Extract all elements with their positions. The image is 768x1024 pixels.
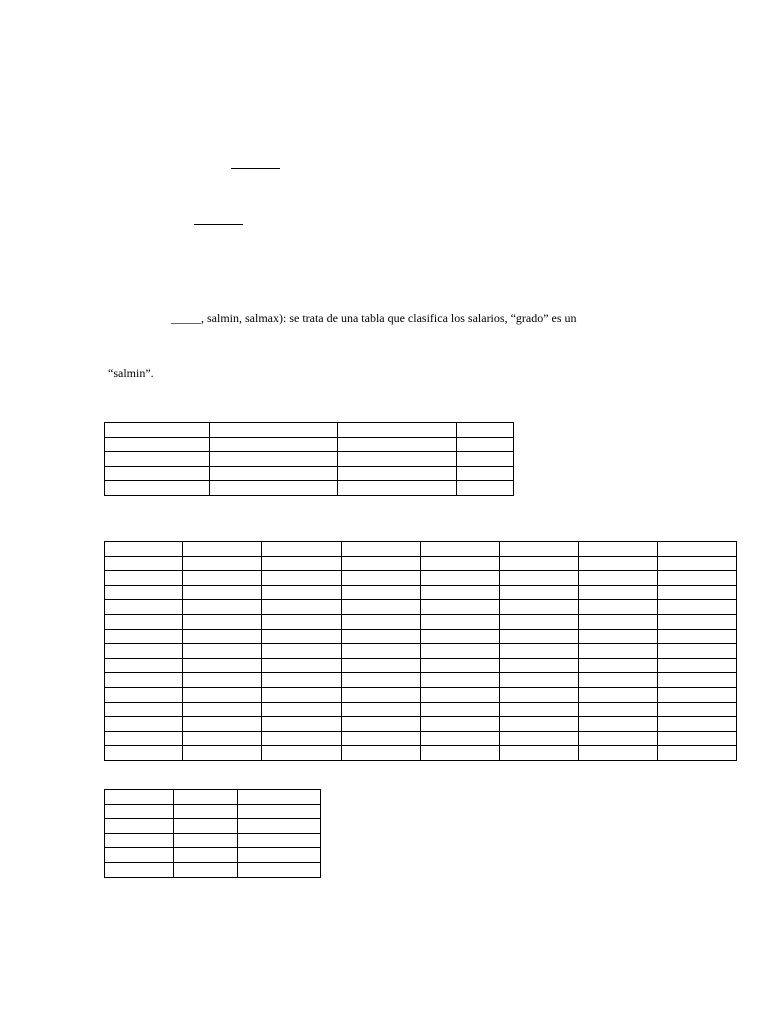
table-cell <box>658 731 737 746</box>
table-cell <box>421 717 500 732</box>
table-cell <box>262 746 342 761</box>
table-cell <box>262 673 342 688</box>
table-cell <box>105 819 174 834</box>
table-cell <box>342 731 421 746</box>
table-cell <box>579 614 658 629</box>
table-cell <box>421 644 500 659</box>
table-row <box>105 702 737 717</box>
table-cell <box>342 644 421 659</box>
table-cell <box>500 658 579 673</box>
table-cell <box>262 629 342 644</box>
table-cell <box>183 629 262 644</box>
table-cell <box>342 571 421 586</box>
table-cell <box>500 717 579 732</box>
table-cell <box>457 481 514 496</box>
table-cell <box>238 790 321 805</box>
table-cell <box>342 600 421 615</box>
table-cell <box>658 702 737 717</box>
grade-table <box>104 422 514 496</box>
table-cell <box>579 717 658 732</box>
table-cell <box>421 673 500 688</box>
table-cell <box>262 571 342 586</box>
table-cell <box>183 658 262 673</box>
table-cell <box>658 644 737 659</box>
table-cell <box>342 585 421 600</box>
table-cell <box>210 437 338 452</box>
table-cell <box>238 848 321 863</box>
table-cell <box>500 644 579 659</box>
table-cell <box>105 556 183 571</box>
employee-table <box>104 541 737 761</box>
table-cell <box>658 600 737 615</box>
table-cell <box>262 658 342 673</box>
table-cell <box>342 629 421 644</box>
table-cell <box>342 556 421 571</box>
table-cell <box>210 466 338 481</box>
table-row <box>105 437 514 452</box>
table-cell <box>238 833 321 848</box>
table-cell <box>658 746 737 761</box>
table-cell <box>105 481 210 496</box>
table-cell <box>579 702 658 717</box>
salmin-line: “salmin”. <box>108 366 154 380</box>
table-row <box>105 452 514 467</box>
table-cell <box>457 466 514 481</box>
table-cell <box>262 556 342 571</box>
table-cell <box>238 804 321 819</box>
table-cell <box>579 746 658 761</box>
table-cell <box>658 629 737 644</box>
table-cell <box>342 717 421 732</box>
table-cell <box>183 542 262 557</box>
table-cell <box>342 687 421 702</box>
table-cell <box>210 481 338 496</box>
table-cell <box>500 614 579 629</box>
table-cell <box>105 585 183 600</box>
table-cell <box>105 790 174 805</box>
table-cell <box>500 746 579 761</box>
table-row <box>105 833 321 848</box>
table-cell <box>210 423 338 438</box>
table-cell <box>500 629 579 644</box>
table-cell <box>262 614 342 629</box>
table-cell <box>338 423 457 438</box>
table-cell <box>500 571 579 586</box>
table-row <box>105 600 737 615</box>
table-cell <box>183 702 262 717</box>
table-cell <box>183 673 262 688</box>
table-cell <box>174 862 238 877</box>
table-cell <box>262 600 342 615</box>
table-row <box>105 614 737 629</box>
table-cell <box>579 542 658 557</box>
table-cell <box>105 687 183 702</box>
table-cell <box>183 717 262 732</box>
table-cell <box>421 585 500 600</box>
table-row <box>105 673 737 688</box>
table-cell <box>342 542 421 557</box>
department-table <box>104 789 321 878</box>
table-row <box>105 862 321 877</box>
table-cell <box>105 848 174 863</box>
table-cell <box>238 862 321 877</box>
table-cell <box>183 571 262 586</box>
table-cell <box>457 437 514 452</box>
table-cell <box>210 452 338 467</box>
table-row <box>105 556 737 571</box>
table-cell <box>183 585 262 600</box>
table-cell <box>105 746 183 761</box>
grade-description-line: _____, salmin, salmax): se trata de una tabla que clasifica los salarios, “grado” es un <box>171 311 577 325</box>
table-cell <box>105 658 183 673</box>
table-cell <box>183 746 262 761</box>
table-cell <box>658 687 737 702</box>
table-cell <box>105 644 183 659</box>
table-cell <box>105 862 174 877</box>
table-cell <box>421 731 500 746</box>
table-cell <box>421 687 500 702</box>
table-row <box>105 717 737 732</box>
table-cell <box>500 702 579 717</box>
table-cell <box>174 848 238 863</box>
table-cell <box>262 644 342 659</box>
table-row <box>105 481 514 496</box>
table-cell <box>338 481 457 496</box>
blank-underline-2 <box>194 224 243 225</box>
table-cell <box>105 702 183 717</box>
table-cell <box>658 717 737 732</box>
table-cell <box>105 629 183 644</box>
table-cell <box>421 658 500 673</box>
table-row <box>105 658 737 673</box>
table-cell <box>658 571 737 586</box>
table-cell <box>579 687 658 702</box>
table-cell <box>579 673 658 688</box>
table-cell <box>658 556 737 571</box>
table-row <box>105 585 737 600</box>
table-cell <box>105 437 210 452</box>
table-cell <box>238 819 321 834</box>
table-row <box>105 819 321 834</box>
table-cell <box>174 790 238 805</box>
table-cell <box>579 585 658 600</box>
table-cell <box>579 658 658 673</box>
table-cell <box>183 614 262 629</box>
table-cell <box>262 542 342 557</box>
table-cell <box>579 600 658 615</box>
table-cell <box>105 600 183 615</box>
table-cell <box>457 423 514 438</box>
table-cell <box>579 629 658 644</box>
table-cell <box>262 585 342 600</box>
table-row <box>105 571 737 586</box>
table-cell <box>421 702 500 717</box>
table-cell <box>183 600 262 615</box>
table-cell <box>262 687 342 702</box>
table-cell <box>658 585 737 600</box>
table-cell <box>262 731 342 746</box>
table-cell <box>105 542 183 557</box>
table-row <box>105 542 737 557</box>
table-cell <box>658 658 737 673</box>
table-cell <box>105 452 210 467</box>
table-cell <box>500 673 579 688</box>
table-cell <box>174 819 238 834</box>
table-cell <box>500 600 579 615</box>
table-cell <box>579 731 658 746</box>
table-cell <box>658 614 737 629</box>
table-row <box>105 687 737 702</box>
table-cell <box>500 556 579 571</box>
table-cell <box>421 746 500 761</box>
table-cell <box>342 658 421 673</box>
table-row <box>105 629 737 644</box>
table-cell <box>262 702 342 717</box>
table-row <box>105 731 737 746</box>
table-row <box>105 804 321 819</box>
table-cell <box>658 673 737 688</box>
table-row <box>105 848 321 863</box>
table-cell <box>105 731 183 746</box>
table-cell <box>262 717 342 732</box>
table-cell <box>105 717 183 732</box>
table-cell <box>579 556 658 571</box>
table-cell <box>183 556 262 571</box>
table-cell <box>500 731 579 746</box>
table-cell <box>579 571 658 586</box>
table-cell <box>105 466 210 481</box>
table-cell <box>342 702 421 717</box>
table-cell <box>105 423 210 438</box>
table-cell <box>338 466 457 481</box>
table-cell <box>342 746 421 761</box>
table-cell <box>421 614 500 629</box>
table-cell <box>579 644 658 659</box>
table-cell <box>500 542 579 557</box>
table-cell <box>105 571 183 586</box>
table-cell <box>338 452 457 467</box>
table-cell <box>105 833 174 848</box>
blank-underline-1 <box>231 168 280 169</box>
table-row <box>105 790 321 805</box>
table-cell <box>105 614 183 629</box>
table-cell <box>421 629 500 644</box>
table-cell <box>183 687 262 702</box>
table-cell <box>174 833 238 848</box>
table-cell <box>174 804 238 819</box>
table-row <box>105 423 514 438</box>
table-cell <box>342 614 421 629</box>
table-cell <box>421 600 500 615</box>
table-cell <box>500 585 579 600</box>
table-row <box>105 466 514 481</box>
table-cell <box>658 542 737 557</box>
table-cell <box>421 571 500 586</box>
table-row <box>105 644 737 659</box>
table-cell <box>342 673 421 688</box>
table-cell <box>457 452 514 467</box>
table-cell <box>500 687 579 702</box>
table-cell <box>183 731 262 746</box>
table-cell <box>105 673 183 688</box>
table-cell <box>105 804 174 819</box>
table-cell <box>183 644 262 659</box>
table-cell <box>338 437 457 452</box>
table-row <box>105 746 737 761</box>
table-cell <box>421 542 500 557</box>
table-cell <box>421 556 500 571</box>
